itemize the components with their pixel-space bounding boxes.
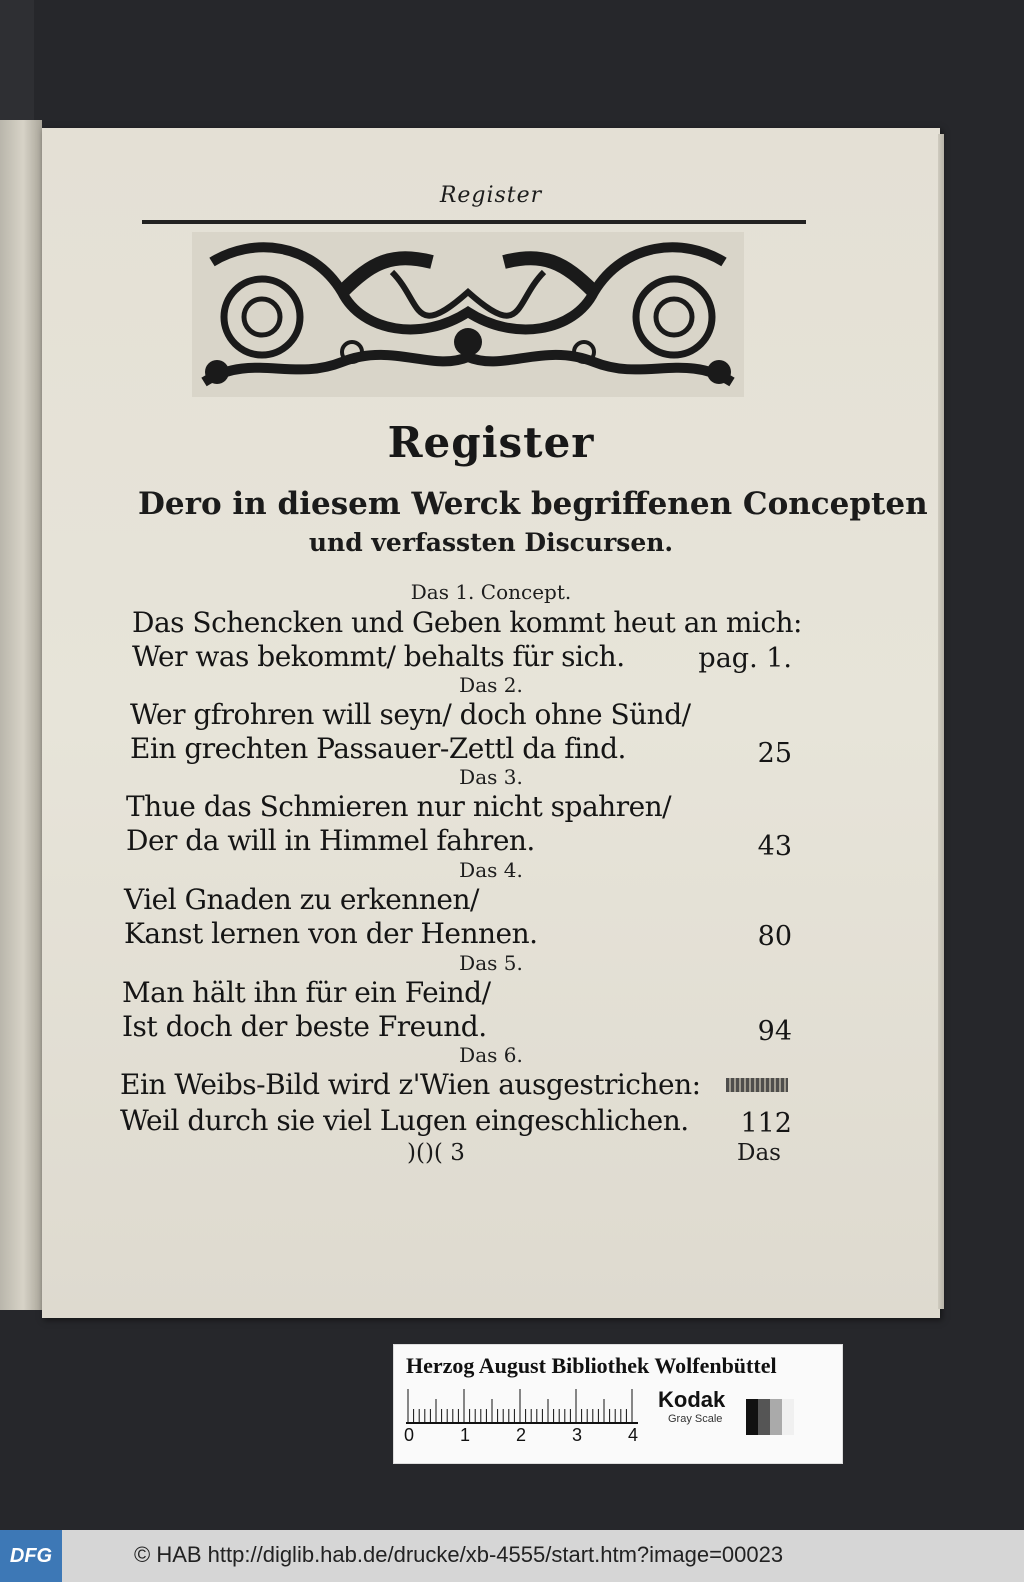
entry-line: Der da will in Himmel fahren.	[126, 824, 535, 857]
entry-line: Ist doch der beste Freund.	[122, 1010, 487, 1043]
entry-heading: Das 1. Concept.	[410, 580, 572, 604]
entry-heading: Das 6.	[459, 1043, 523, 1067]
source-credit[interactable]: © HAB http://diglib.hab.de/drucke/xb-4555/start.htm?image=00023	[134, 1542, 784, 1567]
ornamental-vignette	[192, 232, 744, 397]
entry-page-number: 94	[757, 1016, 792, 1047]
entry-line: Viel Gnaden zu erkennen/	[124, 883, 479, 916]
catchword: Das	[737, 1140, 781, 1166]
entry-heading: Das 4.	[459, 858, 523, 882]
dfg-logo: DFG	[0, 1530, 62, 1582]
color-reference-plate	[393, 1344, 843, 1464]
library-name: Herzog August Bibliothek Wolfenbüttel	[406, 1353, 777, 1378]
subtitle-line-1: Dero in diesem Werck begriffenen Concepten	[138, 486, 928, 522]
entry-line: Man hält ihn für ein Feind/	[122, 976, 491, 1009]
swatch-black	[746, 1399, 758, 1435]
footer-bar	[0, 1530, 1024, 1582]
register-title: Register	[387, 418, 595, 467]
scan-background-corner	[0, 0, 34, 130]
entry-line: Das Schencken und Geben kommt heut an mich:	[132, 606, 802, 639]
swatch-dark-gray	[758, 1399, 770, 1435]
page-fore-edge	[938, 134, 944, 1309]
entry-line: Ein Weibs-Bild wird z'Wien ausgestrichen:	[120, 1068, 701, 1101]
ruler-label: 4	[628, 1425, 639, 1445]
swatch-light-gray	[770, 1399, 782, 1435]
gray-swatches	[746, 1399, 794, 1435]
ruler-label: 2	[516, 1425, 527, 1445]
ink-blot	[726, 1078, 788, 1092]
entry-line: Wer was bekommt/ behalts für sich.	[132, 640, 625, 673]
entry-line: Weil durch sie viel Lugen eingeschlichen.	[120, 1104, 689, 1137]
ruler-label: 3	[572, 1425, 583, 1445]
entry-heading: Das 5.	[459, 951, 523, 975]
entry-heading: Das 2.	[459, 673, 523, 697]
entry-page-number: 43	[757, 831, 792, 862]
kodak-logo: Kodak	[658, 1387, 726, 1412]
facing-page-edge	[0, 120, 42, 1310]
entry-line: Wer gfrohren will seyn/ doch ohne Sünd/	[130, 698, 691, 731]
header-rule	[142, 220, 806, 224]
book-page	[42, 128, 940, 1318]
entry-page-number: 25	[757, 738, 792, 769]
entry-line: Kanst lernen von der Hennen.	[124, 917, 538, 950]
entry-page-number: pag. 1.	[698, 643, 792, 674]
subtitle-line-2: und verfassten Discursen.	[308, 528, 674, 557]
running-head: Register	[439, 183, 543, 208]
ruler-label: 1	[460, 1425, 471, 1445]
entry-page-number: 80	[757, 921, 792, 952]
measurement-ruler	[406, 1385, 638, 1425]
entry-line: Ein grechten Passauer-Zettl da find.	[130, 732, 626, 765]
swatch-white	[782, 1399, 794, 1435]
gray-scale-label: Gray Scale	[668, 1413, 723, 1425]
entry-line: Thue das Schmieren nur nicht spahren/	[126, 790, 672, 823]
signature-mark: )()( 3	[407, 1140, 465, 1166]
entry-page-number: 112	[740, 1108, 792, 1139]
ruler-label: 0	[404, 1425, 415, 1445]
entry-heading: Das 3.	[459, 765, 523, 789]
